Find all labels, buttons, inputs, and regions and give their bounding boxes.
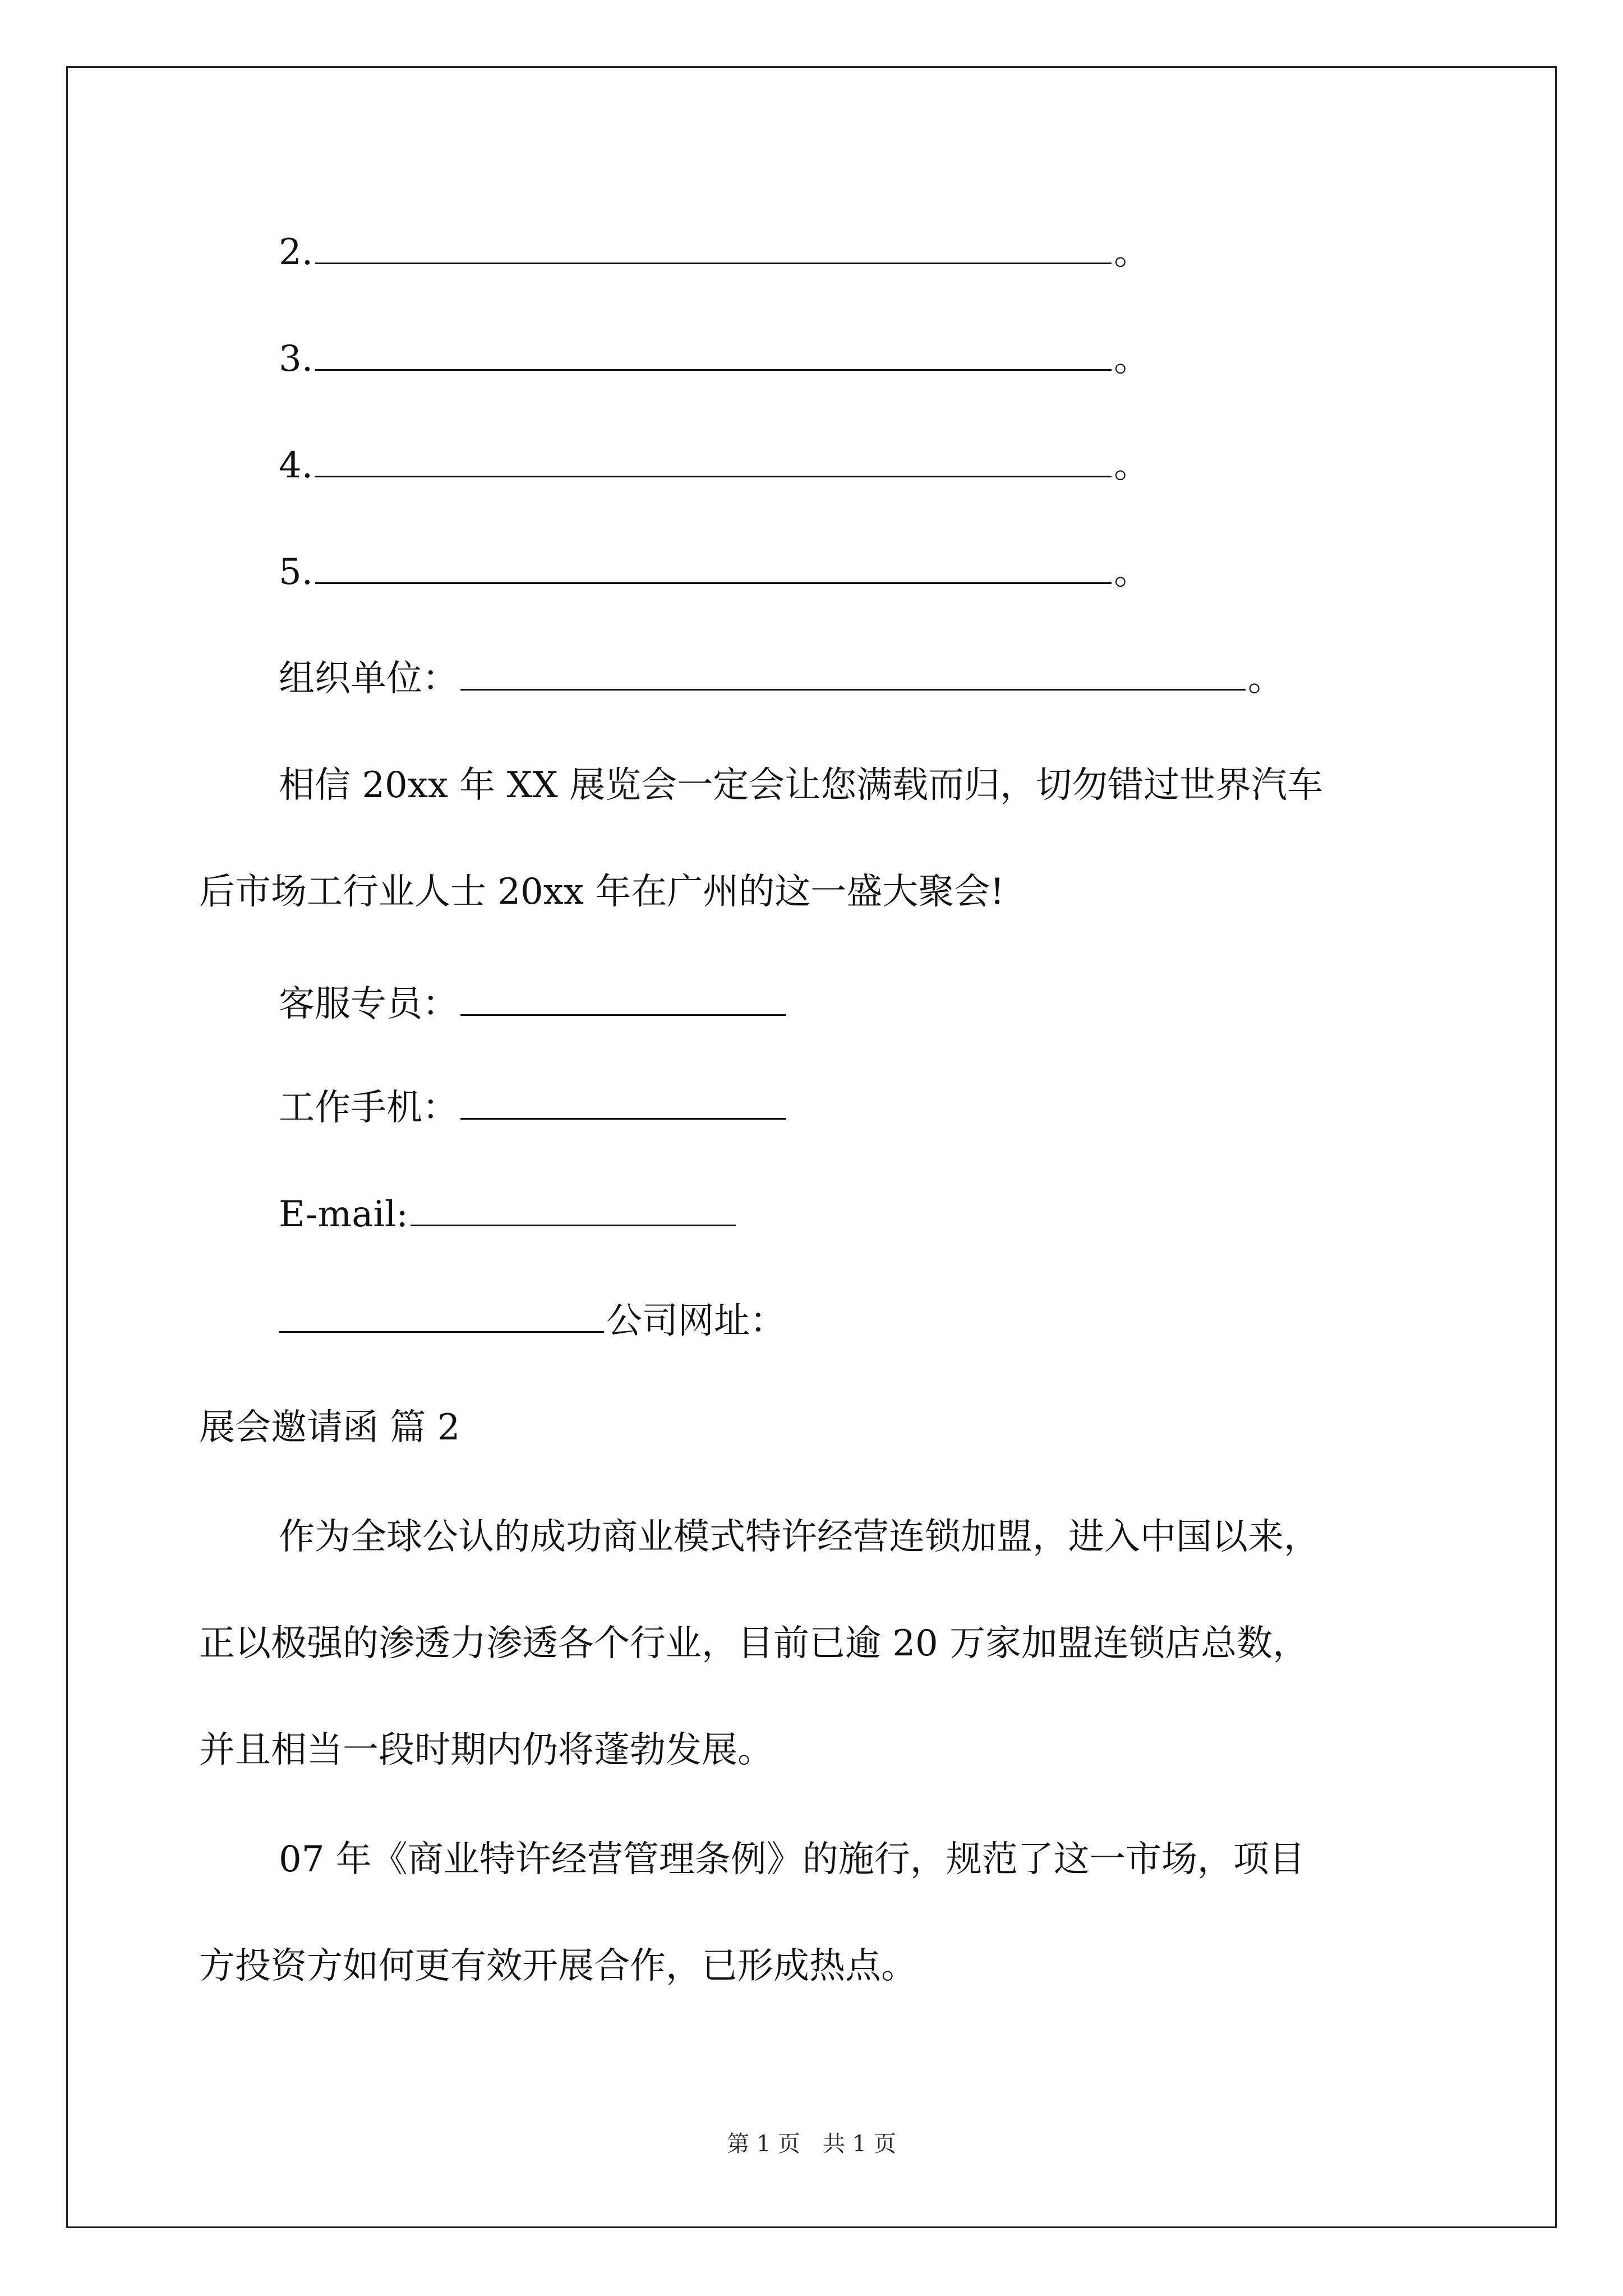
item-number: 4. bbox=[279, 445, 313, 486]
fill-blank[interactable] bbox=[315, 551, 1112, 584]
list-item-5: 5. 。 bbox=[279, 551, 1150, 593]
item-number: 3. bbox=[279, 338, 313, 380]
organizer-blank[interactable] bbox=[460, 657, 1246, 691]
phone-blank[interactable] bbox=[460, 1087, 786, 1120]
phone-line bbox=[279, 1085, 788, 1130]
page-footer: 第 1 页 共 1 页 bbox=[727, 2131, 896, 2157]
phone-label: 工作手机： bbox=[279, 1087, 458, 1129]
para1-line-3: 并且相当一段时期内仍将蓬勃发展。 bbox=[199, 1729, 773, 1771]
closing-line-2: 后市场工行业人士 20xx 年在广州的这一盛大聚会! bbox=[199, 871, 1005, 913]
section-heading: 展会邀请函 篇 2 bbox=[199, 1407, 460, 1448]
para2-line-2: 方投资方如何更有效开展合作，已形成热点。 bbox=[199, 1945, 917, 1987]
email-line bbox=[279, 1192, 738, 1237]
page-border bbox=[66, 66, 1557, 2228]
para1-line-2: 正以极强的渗透力渗透各个行业，目前已逾 20 万家加盟连锁店总数， bbox=[199, 1623, 1309, 1664]
email-blank[interactable] bbox=[411, 1193, 736, 1226]
fill-blank[interactable] bbox=[315, 231, 1112, 264]
website-label: 公司网址： bbox=[606, 1300, 786, 1342]
website-line bbox=[279, 1299, 786, 1343]
service-label: 客服专员： bbox=[279, 983, 458, 1025]
para2-line-1: 07 年《商业特许经营管理条例》的施行，规范了这一市场，项目 bbox=[279, 1839, 1305, 1880]
item-number: 2. bbox=[279, 232, 313, 273]
item-number: 5. bbox=[279, 551, 313, 593]
list-item-4: 4. 。 bbox=[279, 445, 1150, 486]
organizer-label: 组织单位： bbox=[279, 658, 458, 700]
email-label: E-mail: bbox=[279, 1194, 408, 1235]
list-item-3: 3. 。 bbox=[279, 338, 1150, 380]
service-blank[interactable] bbox=[460, 983, 786, 1016]
website-blank[interactable] bbox=[279, 1300, 604, 1333]
fill-blank[interactable] bbox=[315, 338, 1112, 371]
service-line bbox=[279, 982, 788, 1027]
para1-line-1: 作为全球公认的成功商业模式特许经营连锁加盟，进入中国以来， bbox=[279, 1516, 1320, 1558]
closing-line-1: 相信 20xx 年 XX 展览会一定会让您满载而归，切勿错过世界汽车 bbox=[279, 765, 1324, 806]
organizer-line: 组织单位： 。 bbox=[279, 658, 1284, 700]
fill-blank[interactable] bbox=[315, 444, 1112, 477]
list-item-2: 2. 。 bbox=[279, 232, 1150, 273]
